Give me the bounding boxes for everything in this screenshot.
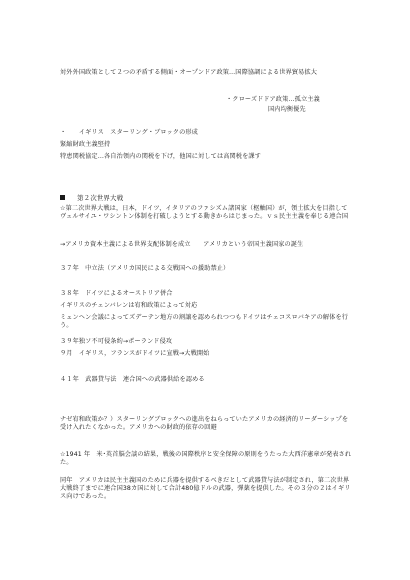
ww2-intro-paragraph: ☆第二次世界大戦は，日本，ドイツ，イタリアのファシズム諸国家（枢軸国）が，領土拡大を目指してヴェルサイユ・ワシントン体制を打破しようとする動きからはじまった。ｖｓ民主主義を奉じる連合国	[60, 205, 349, 220]
neutrality-act-line: ３７年 中立法（アメリカ国民による交戦国への援助禁止）	[60, 265, 230, 272]
munich-paragraph: ミュンヘン会議によってズデーテン地方の割譲を認められつつもドイツはチェコスロバキアの解体を行う。	[60, 314, 349, 329]
austerity-line: 緊縮財政主義堅持	[60, 141, 111, 148]
atlantic-charter-paragraph: ☆1941 年 米･英首脳会談の結果，戦後の国際秩序と安全保障の原則をうたった大西洋憲章が発表された。	[60, 451, 352, 466]
section-title: 第２次世界大戦	[77, 194, 124, 202]
square-bullet-icon	[60, 195, 65, 200]
nonaggression-pact-line: ３９年独ソ不可侵条約→ポーランド侵攻	[60, 338, 173, 345]
preferential-tariff-line: 特恵関税協定…各自治領内の関税を下げ，他国に対しては高関税を課す	[60, 153, 261, 160]
sterling-bloc-heading: ・ イギリス スターリング・ブロックの形成	[60, 129, 198, 136]
ww2-result-line: →アメリカ資本主義による世界支配体制を成立 アメリカという帝国主義国家の誕生	[60, 241, 304, 248]
closed-door-policy-line: ・クローズドドア政策…孤立主義	[226, 96, 320, 103]
war-start-line: ９月 イギリス，フランスがドイツに宣戦→大戦開始	[60, 350, 210, 357]
domestic-balance-line: 国内均衡優先	[268, 106, 306, 113]
anschluss-line: ３８年 ドイツによるオーストリア併合	[60, 290, 173, 297]
appeasement-line: イギリスのチェンバレンは宥和政策によって対応	[60, 302, 198, 309]
policy-paragraph: 対外外国政策として２つの矛盾する側面・オープンドア政策…国際協調による世界貿易拡大	[60, 69, 318, 76]
lend-lease-line: ４１年 武器貸与法 連合国への武器供給を認める	[60, 376, 205, 383]
appeasement-reason-paragraph: ナゼ宥和政策か？）スターリングブロックへの進出をねらっていたアメリカの経済的リーダーシップを受け入れたくなかった。アメリカへの財政的依存の回避	[60, 416, 349, 431]
section-heading	[60, 194, 123, 202]
lend-lease-details-paragraph: 同年 アメリカは民主主義国のために兵器を提供するべきだとして武器貸与法が制定され，第二次世界大戦終了までに連合国38カ国に対して合計480億ドルの武器，弾薬を提供した。その３分の２はイギリス向けであった。	[60, 477, 351, 500]
